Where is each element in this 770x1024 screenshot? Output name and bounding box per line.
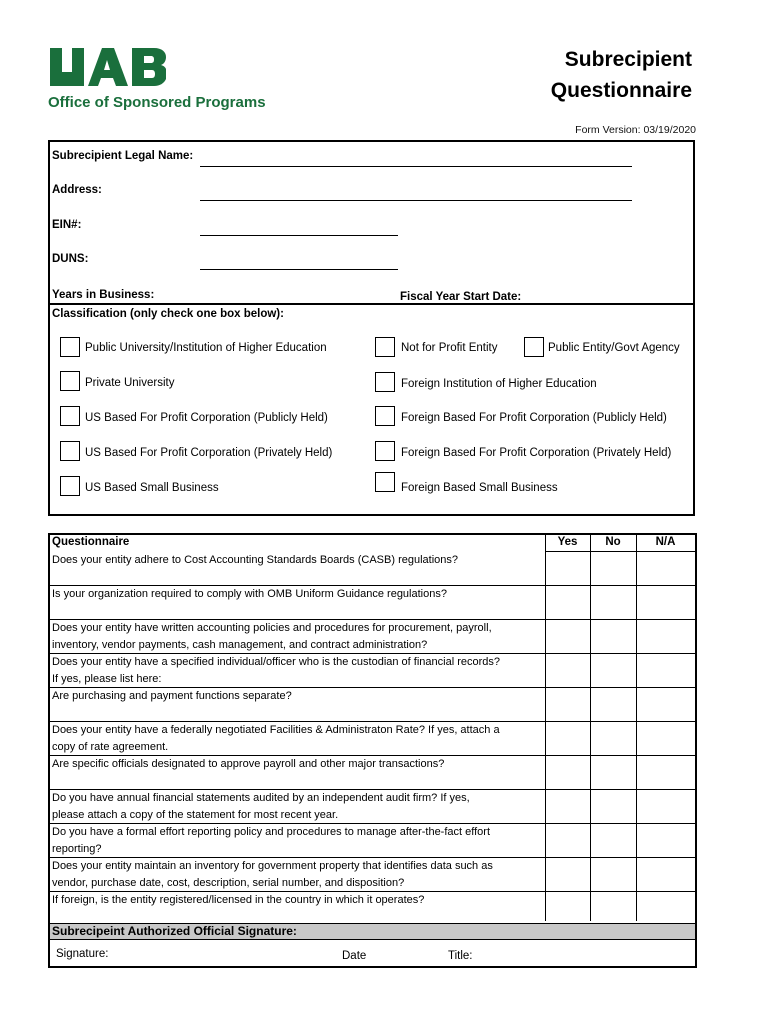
classification-heading: Classification (only check one box below): (52, 308, 284, 320)
question-10: Does your entity maintain an inventory for government property that identifies data such as vendor, purchase date, cost, description, serial number, and disposition? (52, 860, 493, 889)
form-title (520, 44, 692, 106)
signature-label: Signature: (56, 948, 109, 960)
column-divider (590, 535, 591, 921)
duns-field[interactable] (200, 269, 398, 270)
question-11: If foreign, is the entity registered/licensed in the country in which it operates? (52, 894, 425, 906)
option-label: Foreign Based Small Business (401, 482, 558, 494)
question-6: Does your entity have a federally negotiated Facilities & Administraton Rate? If yes, attach a copy of rate agreement. (52, 724, 500, 753)
checkbox-public-university[interactable] (60, 337, 80, 357)
question-4: Does your entity have a specified individual/officer who is the custodian of financial records? If yes, please list here: (52, 656, 500, 685)
question-5: Are purchasing and payment functions separate? (52, 690, 292, 702)
classification-box (48, 305, 695, 516)
form-title-line1: Subrecipient (564, 48, 692, 71)
uab-logo (48, 46, 166, 86)
checkbox-not-for-profit[interactable] (375, 337, 395, 357)
form-title-line2: Questionnaire (550, 79, 692, 102)
address-field[interactable] (200, 200, 632, 201)
legal-name-field[interactable] (200, 166, 632, 167)
date-label: Date (342, 950, 367, 962)
checkbox-us-profit-public[interactable] (60, 406, 80, 426)
duns-label: DUNS: (52, 253, 89, 265)
fiscal-year-label: Fiscal Year Start Date: (400, 291, 522, 303)
option-label: Public Entity/Govt Agency (548, 342, 680, 354)
col-no-header: No (605, 536, 621, 548)
ein-label: EIN#: (52, 219, 82, 231)
checkbox-us-profit-private[interactable] (60, 441, 80, 461)
checkbox-foreign-institution[interactable] (375, 372, 395, 392)
title-label: Title: (448, 950, 473, 962)
col-na-header: N/A (655, 536, 676, 548)
option-label: US Based For Profit Corporation (Publicly Held) (85, 412, 328, 424)
questionnaire-table (48, 533, 697, 968)
checkbox-foreign-profit-public[interactable] (375, 406, 395, 426)
question-7: Are specific officials designated to approve payroll and other major transactions? (52, 758, 445, 770)
signature-bar (50, 923, 695, 940)
option-label: Foreign Based For Profit Corporation (Privately Held) (401, 447, 672, 459)
option-label: US Based For Profit Corporation (Privately Held) (85, 447, 333, 459)
question-9: Do you have a formal effort reporting policy and procedures to manage after-the-fact effort reporting? (52, 826, 491, 855)
question-3: Does your entity have written accounting policies and procedures for procurement, payroll, inventory, vendor payments, cash management, and contract administration? (52, 622, 492, 651)
option-label: US Based Small Business (85, 482, 219, 494)
ein-field[interactable] (200, 235, 398, 236)
address-label: Address: (52, 184, 102, 196)
col-yes-header: Yes (557, 536, 578, 548)
checkbox-public-entity[interactable] (524, 337, 544, 357)
form-version: Form Version: 03/19/2020 (575, 124, 696, 136)
checkbox-foreign-profit-private[interactable] (375, 441, 395, 461)
office-name: Office of Sponsored Programs (48, 94, 266, 111)
header-divider (545, 551, 695, 552)
questionnaire-heading: Questionnaire (52, 536, 130, 548)
legal-name-label: Subrecipient Legal Name: (52, 150, 194, 162)
question-2: Is your organization required to comply with OMB Uniform Guidance regulations? (52, 588, 447, 600)
checkbox-us-small-business[interactable] (60, 476, 80, 496)
option-label: Private University (85, 377, 175, 389)
question-1: Does your entity adhere to Cost Accounting Standards Boards (CASB) regulations? (52, 554, 459, 566)
years-in-business-label: Years in Business: (52, 289, 155, 301)
option-label: Foreign Based For Profit Corporation (Publicly Held) (401, 412, 667, 424)
column-divider (636, 535, 637, 921)
signature-heading: Subrecipeint Authorized Official Signature: (52, 924, 297, 938)
option-label: Foreign Institution of Higher Education (401, 378, 597, 390)
column-divider (545, 535, 546, 921)
checkbox-private-university[interactable] (60, 371, 80, 391)
question-8: Do you have annual financial statements audited by an independent audit firm? If yes, please attach a copy of the statement for most recent year. (52, 792, 470, 821)
entity-info-box (48, 140, 695, 305)
option-label: Public University/Institution of Higher Education (85, 342, 327, 354)
option-label: Not for Profit Entity (401, 342, 498, 354)
checkbox-foreign-small-business[interactable] (375, 472, 395, 492)
